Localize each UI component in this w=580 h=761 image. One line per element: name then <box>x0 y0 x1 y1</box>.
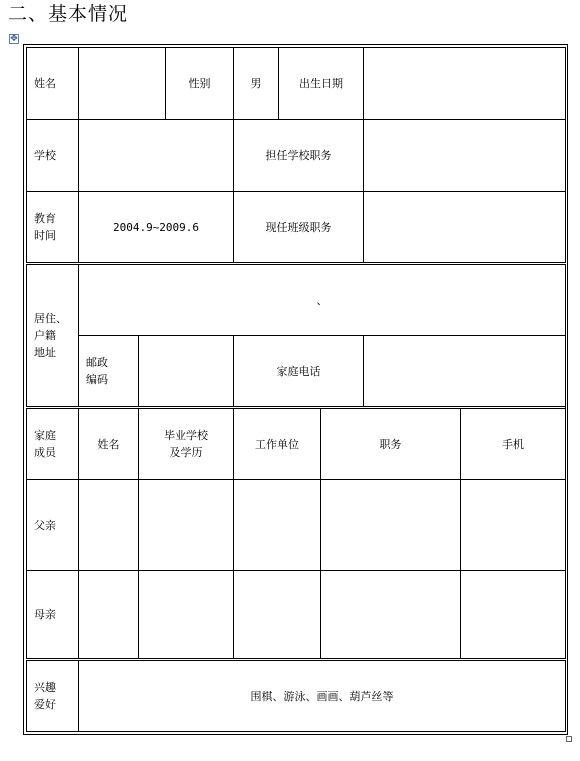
school-position-value-cell[interactable] <box>364 120 566 192</box>
table-row <box>27 660 566 732</box>
member-mobile-header: 手机 <box>461 408 566 480</box>
home-phone-label: 家庭电话 <box>234 336 364 408</box>
birth-date-value-cell[interactable] <box>364 48 566 120</box>
table-row <box>27 408 566 480</box>
member-school-header: 毕业学校 及学历 <box>139 408 234 480</box>
education-period-label: 教育 时间 <box>27 192 79 264</box>
table-row <box>27 571 566 660</box>
school-label: 学校 <box>27 120 79 192</box>
postcode-value-cell[interactable] <box>139 336 234 408</box>
birth-date-label: 出生日期 <box>279 48 364 120</box>
residence-address-label: 居住、 户籍 地址 <box>27 264 79 408</box>
basic-info-table <box>26 47 566 732</box>
name-value-cell[interactable] <box>79 48 166 120</box>
family-members-label: 家庭 成员 <box>27 408 79 480</box>
member-work-header: 工作单位 <box>234 408 321 480</box>
gender-label: 性别 <box>166 48 234 120</box>
mother-work-cell[interactable] <box>234 571 321 660</box>
name-label: 姓名 <box>27 48 79 120</box>
gender-value-cell[interactable]: 男 <box>234 48 279 120</box>
father-label: 父亲 <box>27 480 79 571</box>
father-duty-cell[interactable] <box>321 480 461 571</box>
mother-duty-cell[interactable] <box>321 571 461 660</box>
school-value-cell[interactable] <box>79 120 234 192</box>
postcode-label: 邮政 编码 <box>79 336 139 408</box>
school-position-label: 担任学校职务 <box>234 120 364 192</box>
mother-label: 母亲 <box>27 571 79 660</box>
mother-mobile-cell[interactable] <box>461 571 566 660</box>
mother-name-cell[interactable] <box>79 571 139 660</box>
member-duty-header: 职务 <box>321 408 461 480</box>
member-name-header: 姓名 <box>79 408 139 480</box>
address-value-cell[interactable]: 、 <box>79 264 566 336</box>
father-school-cell[interactable] <box>139 480 234 571</box>
class-position-value-cell[interactable] <box>364 192 566 264</box>
table-row <box>27 336 566 408</box>
father-mobile-cell[interactable] <box>461 480 566 571</box>
table-row <box>27 192 566 264</box>
hobby-label: 兴趣 爱好 <box>27 660 79 732</box>
table-resize-handle-icon[interactable] <box>566 736 572 742</box>
home-phone-value-cell[interactable] <box>364 336 566 408</box>
education-period-value[interactable]: 2004.9~2009.6 <box>79 192 234 264</box>
table-row <box>27 480 566 571</box>
section-heading: 二、基本情况 <box>8 3 129 25</box>
father-work-cell[interactable] <box>234 480 321 571</box>
father-name-cell[interactable] <box>79 480 139 571</box>
hobby-value[interactable]: 围棋、游泳、画画、葫芦丝等 <box>79 660 566 732</box>
table-row <box>27 120 566 192</box>
table-row <box>27 48 566 120</box>
class-position-label: 现任班级职务 <box>234 192 364 264</box>
table-move-handle-icon[interactable]: ✥ <box>10 34 18 44</box>
table-row <box>27 264 566 336</box>
mother-school-cell[interactable] <box>139 571 234 660</box>
